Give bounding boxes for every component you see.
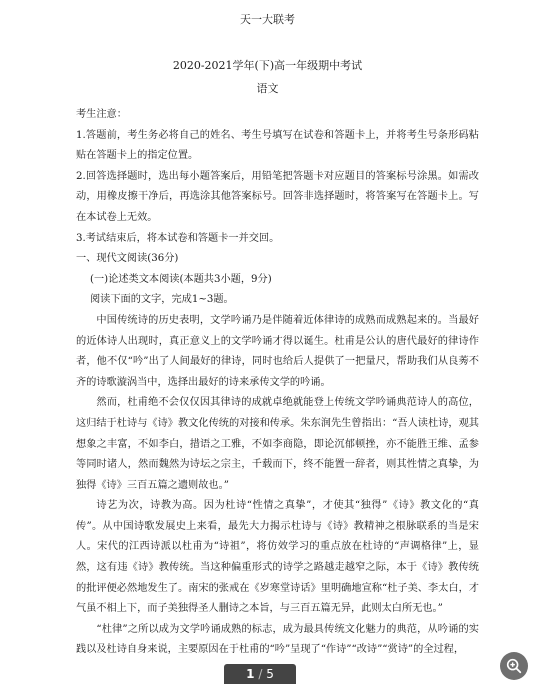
- exam-title: 天一大联考: [240, 13, 295, 26]
- paragraph: 诗艺为次，诗教为高。因为杜诗“性情之真挚”，才使其“独得”《诗》教文化的“真传”。从中国诗歌发展史上来看，最先大力揭示杜诗与《诗》教精神之根脉联系的当是宋人。宋代的江西诗派以杜甫为“诗祖”，将仿效学习的重点放在杜诗的“声调格律”上，显然，这有违《诗》教传统。当这种偏重形式的诗学之路越走越窄之际，本于《诗》教传统的批评便必然地发生了。南宋的张戒在《岁寒堂诗话》里明确地宣称“杜子美、李太白，才气虽不相上下，而子美独得圣人删诗之本旨，与三百五篇无异，此则太白所无也。”: [76, 500, 479, 615]
- paragraph: 1.答题前，考生务必将自己的姓名、考生号填写在试卷和答题卡上，并将考生号条形码粘贴在答题卡上的指定位置。: [76, 129, 479, 162]
- exam-subject: 语文: [256, 82, 279, 95]
- document-body: [76, 105, 479, 661]
- paragraph: 一、现代文阅读(36分): [76, 253, 179, 265]
- zoom-in-button[interactable]: [500, 652, 528, 680]
- total-pages: 5: [266, 667, 274, 681]
- paragraph: (一)论述类文本阅读(本题共3小题，9分): [90, 273, 272, 285]
- exam-subtitle: 2020-2021学年(下)高一年级期中考试: [172, 59, 363, 72]
- paragraph: 考生注意：: [76, 109, 127, 120]
- page-indicator: [224, 664, 296, 684]
- page-separator: /: [258, 667, 263, 681]
- paragraph: 中国传统诗的历史表明，文学吟诵乃是伴随着近体律诗的成熟而成熟起来的。当最好的近体诗人出现时，真正意义上的文学吟诵才得以诞生。杜甫是公认的唐代最好的律诗作者，他不仅“吟”出了人间最好的律诗，同时也给后人提供了一把量尺，帮助我们从良莠不齐的诗歌漩涡当中，选择出最好的诗来承传文学的吟诵。: [76, 314, 479, 388]
- paragraph: “杜律”之所以成为文学吟诵成熟的标志，成为最具传统文化魅力的典范，从吟诵的实践以及杜诗自身来说，主要原因在于杜甫的“吟”呈现了“作诗”“改诗”“赏诗”的全过程，: [76, 623, 479, 656]
- paragraph: 然而，杜甫绝不会仅仅因其律诗的成就卓绝就能登上传统文学吟诵典范诗人的高位，这归结于杜诗与《诗》教文化传统的对接和传承。朱东润先生曾指出：“吾人读杜诗，观其想象之丰富，不如李白，措语之工雅，不如李商隐，即论沉郁顿挫，亦不能胜王维、孟参等同时诸人，然而魏然为诗坛之宗主，千载而下，终不能置一辞者，则其性情之真挚，为独得《诗》三百五篇之遗则故也。”: [76, 397, 479, 491]
- paragraph: 阅读下面的文字，完成1~3题。: [90, 294, 234, 306]
- paragraph: 3.考试结束后，将本试卷和答题卡一并交回。: [76, 232, 280, 244]
- current-page: 1: [246, 667, 255, 681]
- paragraph: 2.回答选择题时，选出每小题答案后，用铅笔把答题卡对应题目的答案标号涂黑。如需改动，用橡皮擦干净后，再选涂其他答案标号。回答非选择题时，将答案写在答题卡上。写在本试卷上无效。: [76, 170, 479, 223]
- zoom-in-icon: [505, 657, 523, 675]
